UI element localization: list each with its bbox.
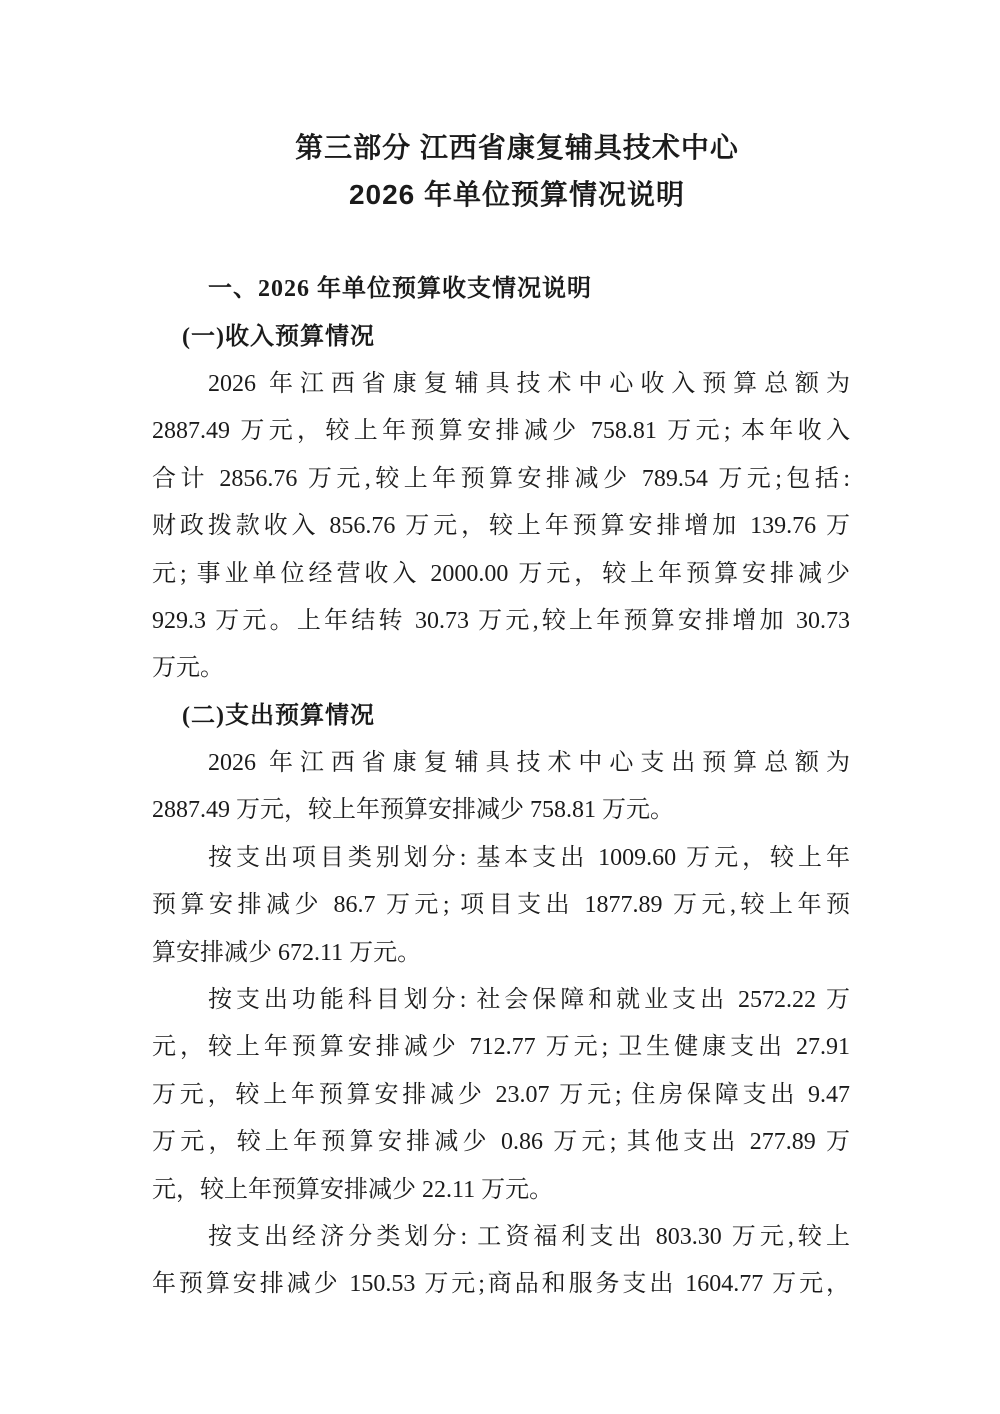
document-content [152, 124, 850, 1309]
body-line: 929.3 万元。上年结转 30.73 万元,较上年预算安排增加 30.73 [152, 607, 850, 634]
body-line: 2026 年江西省康复辅具技术中心收入预算总额为 [208, 370, 850, 397]
body-line: 2887.49 万元，较上年预算安排减少 758.81 万元; 本年收入 [152, 418, 850, 445]
body-line: 2026 年江西省康复辅具技术中心支出预算总额为 [208, 750, 850, 777]
document-title-line: 第三部分 江西省康复辅具技术中心 [295, 132, 739, 163]
body-line: 元，较上年预算安排减少 712.77 万元; 卫生健康支出 27.91 [152, 1034, 850, 1061]
body-line: 年预算安排减少 150.53 万元;商品和服务支出 1604.77 万元， [152, 1271, 850, 1298]
body-line: 合计 2856.76 万元,较上年预算安排减少 789.54 万元;包括: [152, 465, 850, 492]
section-heading: 一、2026 年单位预算收支情况说明 [208, 276, 592, 303]
body-line: 按支出项目类别划分: 基本支出 1009.60 万元，较上年 [208, 844, 850, 871]
body-line: 按支出经济分类划分: 工资福利支出 803.30 万元,较上 [208, 1223, 850, 1250]
body-line: 万元，较上年预算安排减少 0.86 万元; 其他支出 277.89 万 [152, 1129, 850, 1156]
body-line: 预算安排减少 86.7 万元; 项目支出 1877.89 万元,较上年预 [152, 892, 850, 919]
body-line: 万元，较上年预算安排减少 23.07 万元; 住房保障支出 9.47 [152, 1081, 850, 1108]
body-line: 万元。 [152, 655, 224, 682]
subsection-heading: (二)支出预算情况 [182, 702, 375, 729]
blank-line [152, 219, 850, 266]
body-line: 财政拨款收入 856.76 万元，较上年预算安排增加 139.76 万 [152, 513, 850, 540]
subsection-heading: (一)收入预算情况 [182, 323, 375, 350]
body-line: 算安排减少 672.11 万元。 [152, 939, 422, 966]
body-line: 2887.49 万元，较上年预算安排减少 758.81 万元。 [152, 797, 674, 824]
body-line: 按支出功能科目划分: 社会保障和就业支出 2572.22 万 [208, 987, 850, 1014]
body-line: 元，较上年预算安排减少 22.11 万元。 [152, 1176, 554, 1203]
document-title-line: 2026 年单位预算情况说明 [348, 179, 686, 211]
body-line: 元; 事业单位经营收入 2000.00 万元，较上年预算安排减少 [152, 560, 850, 587]
